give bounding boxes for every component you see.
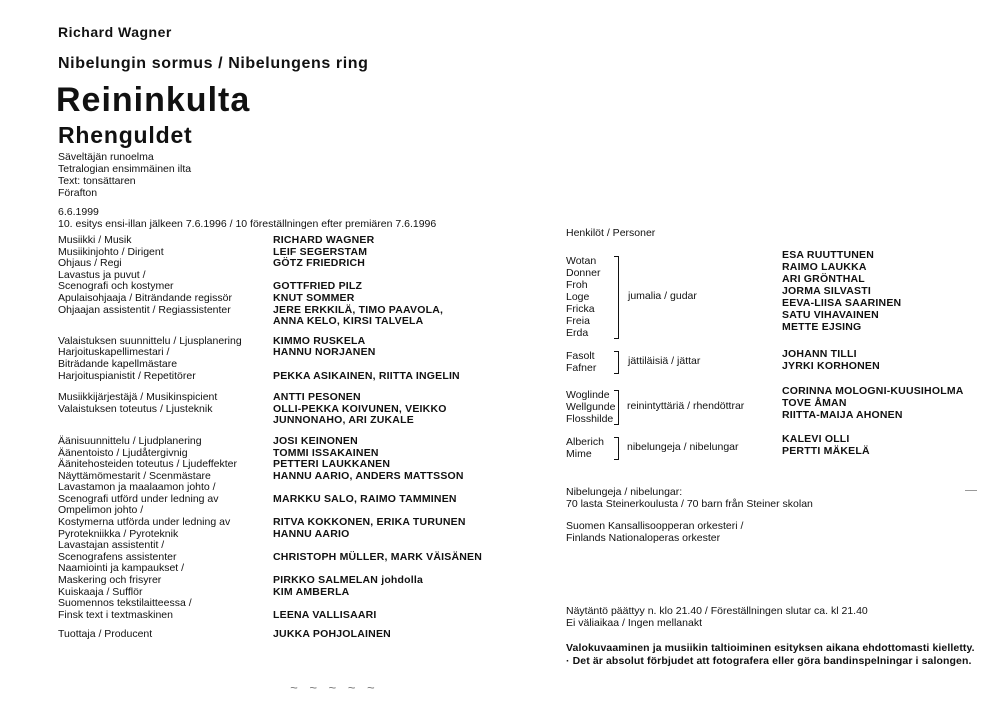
handwritten-mark: ~ ~ ~ ~ ~	[290, 680, 379, 695]
character-name: Erda	[566, 327, 589, 339]
character-name: Donner	[566, 267, 601, 279]
singer-group	[782, 348, 880, 372]
meta-line: Säveltäjän runoelma	[58, 151, 154, 163]
name-line: ANNA KELO, KIRSI TALVELA	[273, 315, 424, 328]
credit-role	[58, 540, 273, 563]
nibelungs-note	[566, 486, 813, 510]
role-line: Lavastajan assistentit /	[58, 539, 165, 552]
name-line: LEIF SEGERSTAM	[273, 245, 368, 258]
credit-row	[58, 293, 488, 305]
credit-row	[58, 235, 488, 247]
character-name: Flosshilde	[566, 413, 614, 425]
singer-name: CORINNA MOLOGNI-KUUSIHOLMA	[782, 385, 964, 397]
role-line: Äänentoisto / Ljudåtergivnig	[58, 446, 188, 459]
role-line: Valaistuksen toteutus / Ljusteknik	[58, 402, 213, 415]
role-line: Kostymerna utförda under ledning av	[58, 516, 231, 529]
credit-row	[58, 540, 488, 563]
warning-line: Valokuvaaminen ja musiikin taltioiminen esityksen aikana ehdottomasti kielletty.	[566, 642, 975, 654]
meta-line: Förafton	[58, 187, 98, 199]
role-line: Ohjaus / Regi	[58, 257, 122, 270]
credit-names	[273, 258, 488, 270]
character-name: Freia	[566, 315, 590, 327]
role-line: Scenografens assistenter	[58, 550, 177, 563]
character-name: Loge	[566, 291, 590, 303]
credit-names	[273, 293, 488, 305]
name-line: RICHARD WAGNER	[273, 234, 375, 246]
margin-dash	[965, 490, 977, 491]
work-description	[58, 151, 191, 199]
role-line: Pyrotekniikka / Pyroteknik	[58, 527, 179, 540]
name-line: JERE ERKKILÄ, TIMO PAAVOLA,	[273, 303, 444, 316]
character-name: Fricka	[566, 303, 595, 315]
role-line: Finsk text i textmaskinen	[58, 608, 173, 621]
credit-names	[273, 629, 488, 641]
role-line: Äänitehosteiden toteutus / Ljudeffekter	[58, 458, 238, 471]
performance-info	[58, 206, 436, 230]
name-line: JOSI KEINONEN	[273, 434, 358, 447]
credit-names	[273, 587, 488, 599]
role-line: Musiikinjohto / Dirigent	[58, 245, 164, 258]
credit-role	[58, 629, 273, 641]
recording-warning	[566, 642, 975, 668]
role-group	[566, 350, 596, 374]
role-line: Scenografi och kostymer	[58, 280, 174, 293]
note-line: Näytäntö päättyy n. klo 21.40 / Föreställningen slutar ca. kl 21.40	[566, 605, 868, 617]
role-line: Lavastamon ja maalaamon johto /	[58, 481, 216, 494]
performance-date: 6.6.1999	[58, 206, 99, 218]
role-line: Kuiskaaja / Sufflör	[58, 585, 143, 598]
group-bracket	[614, 390, 619, 425]
credit-role	[58, 305, 273, 328]
opera-subtitle: Rhenguldet	[58, 122, 193, 148]
note-line: Nibelungeja / nibelungar:	[566, 486, 683, 498]
credit-row	[58, 629, 488, 641]
character-name: Mime	[566, 448, 592, 460]
singer-name: JOHANN TILLI	[782, 348, 857, 360]
credit-role	[58, 404, 273, 427]
singer-name: PERTTI MÄKELÄ	[782, 445, 870, 457]
credit-role	[58, 347, 273, 370]
name-line: HANNU AARIO, ANDERS MATTSSON	[273, 469, 464, 482]
credit-role	[58, 482, 273, 505]
singer-name: JYRKI KORHONEN	[782, 360, 880, 372]
role-group	[566, 255, 600, 339]
singer-group	[782, 433, 870, 457]
name-line: ANTTI PESONEN	[273, 391, 361, 404]
name-line: HANNU NORJANEN	[273, 346, 376, 359]
credit-row	[58, 392, 488, 404]
name-line: KIMMO RUSKELA	[273, 334, 366, 347]
role-line: Harjoituskapellimestari /	[58, 346, 170, 359]
persons-heading: Henkilöt / Personer	[566, 227, 656, 239]
credit-role	[58, 392, 273, 404]
name-line: JUKKA POHJOLAINEN	[273, 628, 391, 641]
credit-role	[58, 563, 273, 586]
name-line: MARKKU SALO, RAIMO TAMMINEN	[273, 492, 457, 505]
credit-names	[273, 270, 488, 293]
singer-name: METTE EJSING	[782, 321, 862, 333]
singer-name: ESA RUUTTUNEN	[782, 249, 875, 261]
credit-row	[58, 404, 488, 427]
singer-name: JORMA SILVASTI	[782, 285, 871, 297]
credit-row	[58, 371, 488, 383]
group-label: nibelungeja / nibelungar	[627, 441, 739, 453]
name-line: PEKKA ASIKAINEN, RIITTA INGELIN	[273, 369, 460, 382]
character-name: Wellgunde	[566, 401, 616, 413]
name-line	[273, 359, 488, 371]
role-group	[566, 436, 604, 460]
character-name: Alberich	[566, 436, 604, 448]
group-label: jumalia / gudar	[628, 290, 697, 302]
credit-names	[273, 563, 488, 586]
role-line: Tuottaja / Producent	[58, 628, 153, 641]
character-name: Fafner	[566, 362, 597, 374]
name-line: LEENA VALLISAARI	[273, 608, 377, 621]
role-line: Biträdande kapellmästare	[58, 357, 178, 370]
credits-list	[58, 235, 488, 641]
note-line: Suomen Kansallisoopperan orkesteri /	[566, 520, 744, 532]
singer-name: EEVA-LIISA SAARINEN	[782, 297, 902, 309]
singer-group	[782, 385, 964, 421]
credit-row	[58, 563, 488, 586]
role-line: Valaistuksen suunnittelu / Ljusplanering	[58, 334, 242, 347]
cycle-title: Nibelungin sormus / Nibelungens ring	[58, 55, 369, 72]
role-line: Näyttämömestarit / Scenmästare	[58, 469, 211, 482]
singer-name: TOVE ÅMAN	[782, 397, 847, 409]
credit-names	[273, 459, 488, 471]
credit-row	[58, 598, 488, 621]
role-line: Äänisuunnittelu / Ljudplanering	[58, 434, 202, 447]
role-line: Apulaisohjaaja / Biträndande regissör	[58, 291, 232, 304]
note-line: Ei väliaikaa / Ingen mellanakt	[566, 617, 702, 629]
group-bracket	[614, 351, 619, 374]
name-line: KIM AMBERLA	[273, 585, 350, 598]
warning-line: · Det är absolut förbjudet att fotografera eller göra bandinspelningar i salongen.	[566, 655, 972, 667]
role-line	[58, 316, 273, 328]
credit-role	[58, 436, 273, 448]
credit-names	[273, 371, 488, 383]
singer-group	[782, 249, 901, 333]
credit-role	[58, 459, 273, 471]
singer-name: ARI GRÖNTHAL	[782, 273, 865, 285]
singer-name: KALEVI OLLI	[782, 433, 850, 445]
name-line: GOTTFRIED PILZ	[273, 280, 363, 293]
name-line: JUNNONAHO, ARI ZUKALE	[273, 414, 414, 427]
role-line: Musiikkijärjestäjä / Musikinspicient	[58, 391, 218, 404]
character-name: Woglinde	[566, 389, 610, 401]
credit-row	[58, 505, 488, 528]
role-line: Musiikki / Musik	[58, 234, 132, 246]
credit-names	[273, 404, 488, 427]
credit-row	[58, 459, 488, 471]
role-line: Harjoituspianistit / Repetitörer	[58, 369, 196, 382]
credit-row	[58, 270, 488, 293]
name-line: PETTERI LAUKKANEN	[273, 458, 391, 471]
performance-number: 10. esitys ensi-illan jälkeen 7.6.1996 / 10 föreställningen efter premiären 7.6.1996	[58, 218, 437, 230]
role-line: Naamiointi ja kampaukset /	[58, 562, 185, 575]
group-bracket	[614, 437, 619, 460]
credit-names	[273, 471, 488, 483]
group-label: reinintyttäriä / rhendöttrar	[627, 400, 745, 412]
role-line: Ompelimon johto /	[58, 504, 144, 517]
name-line: HANNU AARIO	[273, 527, 350, 540]
name-line: KNUT SOMMER	[273, 291, 355, 304]
singer-name: SATU VIHAVAINEN	[782, 309, 879, 321]
credit-names	[273, 305, 488, 328]
role-group	[566, 389, 615, 425]
credit-names	[273, 436, 488, 448]
name-line: CHRISTOPH MÜLLER, MARK VÄISÄNEN	[273, 550, 483, 563]
name-line: OLLI-PEKKA KOIVUNEN, VEIKKO	[273, 402, 447, 415]
meta-line: Tetralogian ensimmäinen ilta	[58, 163, 192, 175]
character-name: Wotan	[566, 255, 597, 267]
name-line: PIRKKO SALMELAN johdolla	[273, 574, 424, 587]
duration-note	[566, 605, 868, 629]
meta-line: Text: tonsättaren	[58, 175, 136, 187]
role-line	[58, 415, 273, 427]
credit-names	[273, 347, 488, 370]
credit-role	[58, 598, 273, 621]
group-bracket	[614, 256, 619, 339]
credit-role	[58, 371, 273, 383]
composer-name: Richard Wagner	[58, 24, 172, 40]
group-label: jättiläisiä / jättar	[628, 355, 701, 367]
credit-role	[58, 270, 273, 293]
role-line: Suomennos tekstilaitteessa /	[58, 597, 192, 610]
credit-names	[273, 235, 488, 247]
opera-title: Reininkulta	[56, 81, 251, 119]
singer-name: RAIMO LAUKKA	[782, 261, 867, 273]
credit-row	[58, 347, 488, 370]
role-line: Ohjaajan assistentit / Regiassistenter	[58, 303, 231, 316]
credit-names	[273, 392, 488, 404]
credit-names	[273, 540, 488, 563]
note-line: Finlands Nationaloperas orkester	[566, 532, 721, 544]
character-name: Froh	[566, 279, 588, 291]
credit-names	[273, 529, 488, 541]
credit-names	[273, 482, 488, 505]
name-line: GÖTZ FRIEDRICH	[273, 257, 366, 270]
credit-role	[58, 505, 273, 528]
name-line: TOMMI ISSAKAINEN	[273, 446, 379, 459]
character-name: Fasolt	[566, 350, 595, 362]
role-line: Scenografi utförd under ledning av	[58, 492, 219, 505]
name-line: RITVA KOKKONEN, ERIKA TURUNEN	[273, 516, 466, 529]
credit-role	[58, 293, 273, 305]
role-line: Maskering och frisyrer	[58, 574, 162, 587]
singer-name: RIITTA-MAIJA AHONEN	[782, 409, 903, 421]
credit-row	[58, 305, 488, 328]
credit-names	[273, 598, 488, 621]
role-line: Lavastus ja puvut /	[58, 268, 146, 281]
orchestra-note	[566, 520, 743, 544]
credit-row	[58, 482, 488, 505]
credit-row	[58, 436, 488, 448]
credit-names	[273, 505, 488, 528]
credit-role	[58, 235, 273, 247]
note-line: 70 lasta Steinerkoulusta / 70 barn från Steiner skolan	[566, 498, 813, 510]
